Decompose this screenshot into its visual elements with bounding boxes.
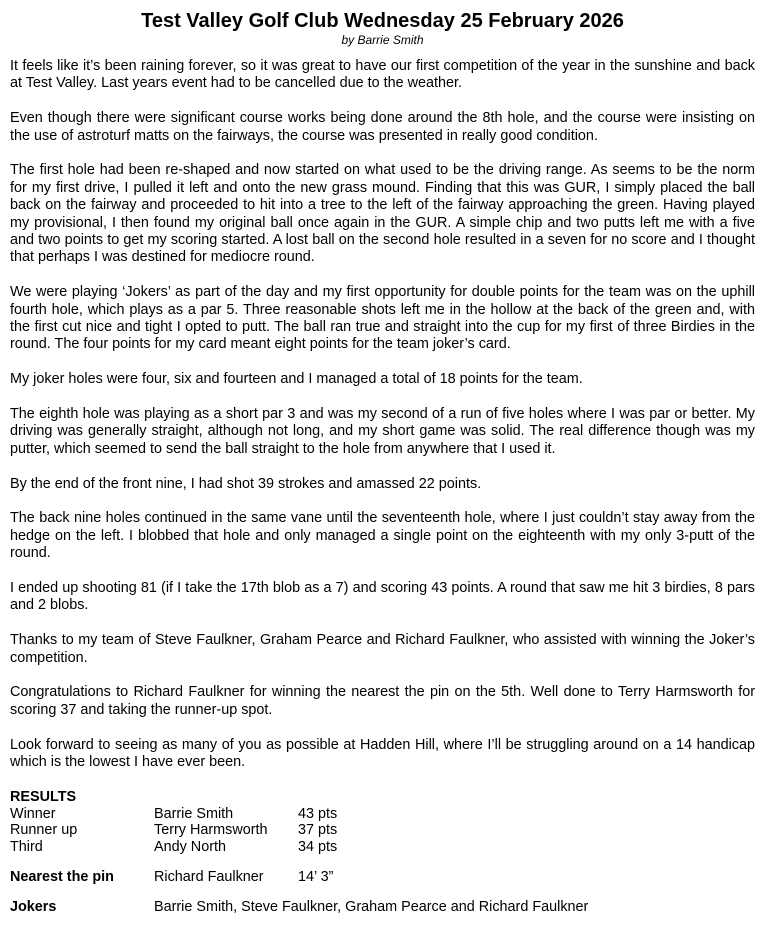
paragraph: Look forward to seeing as many of you as possible at Hadden Hill, where I’ll be struggling around on a 14 handicap which is the lowest I have ever been. xyxy=(10,736,755,771)
nearest-pin-label: Nearest the pin xyxy=(10,869,114,886)
paragraph: By the end of the front nine, I had shot 39 strokes and amassed 22 points. xyxy=(10,475,482,492)
nearest-pin-name: Richard Faulkner xyxy=(154,869,264,886)
paragraph: The eighth hole was playing as a short par 3 and was my second of a run of five holes where I was par or better. My driving was generally straight, although not long, and my short game was solid. The real difference though was my putter, which seemed to send the ball straight to the hole from anywhere that I used it. xyxy=(10,406,755,457)
paragraph: I ended up shooting 81 (if I take the 17th blob as a 7) and scoring 43 points. A round that saw me hit 3 birdies, 8 pars and 2 blobs. xyxy=(10,580,755,614)
nearest-pin-distance: 14’ 3” xyxy=(298,869,334,886)
article xyxy=(10,9,755,916)
paragraph: Even though there were significant course works being done around the 8th hole, and the course were insisting on the use of astroturf matts on the fairways, the course was presented in really good condition. xyxy=(10,110,755,144)
jokers-row xyxy=(10,899,755,916)
result-score: 34 pts xyxy=(298,839,338,856)
nearest-pin-row xyxy=(10,869,755,886)
result-place: Runner up xyxy=(10,822,78,839)
paragraph: The first hole had been re-shaped and now started on what used to be the driving range. As seems to be the norm for my first drive, I pulled it left and onto the new grass mound. Finding that this was GUR, I simply placed the ball back on the fairway and proceeded to hit into a tree to the left of the fairway approaching the green. Having played my provisional, I then found my original ball once again in the GUR. A simple chip and two putts left me with a five and two points to get my scoring started. A lost ball on the second hole resulted in a seven for no score and I thought that perhaps I was destined for mediocre round. xyxy=(10,162,755,266)
result-row-winner xyxy=(10,806,755,823)
result-row-third xyxy=(10,839,755,856)
results-heading: RESULTS xyxy=(10,788,77,805)
page-title: Test Valley Golf Club Wednesday 25 February 2026 xyxy=(141,10,624,32)
result-place: Third xyxy=(10,839,43,856)
paragraph: Congratulations to Richard Faulkner for winning the nearest the pin on the 5th. Well done to Terry Harmsworth for scoring 37 and taking the runner-up spot. xyxy=(10,684,755,718)
result-place: Winner xyxy=(10,805,56,822)
jokers-names: Barrie Smith, Steve Faulkner, Graham Pearce and Richard Faulkner xyxy=(154,898,589,915)
result-name: Terry Harmsworth xyxy=(154,822,268,839)
result-name: Barrie Smith xyxy=(154,805,234,822)
result-score: 37 pts xyxy=(298,822,338,839)
paragraph: It feels like it’s been raining forever, so it was great to have our first competition of the year in the sunshine and back at Test Valley. Last years event had to be cancelled due to the weather. xyxy=(10,58,755,92)
result-row-runner-up xyxy=(10,822,755,839)
paragraph: Thanks to my team of Steve Faulkner, Graham Pearce and Richard Faulkner, who assisted with winning the Joker’s competition. xyxy=(10,632,755,666)
paragraph: My joker holes were four, six and fourteen and I managed a total of 18 points for the team. xyxy=(10,371,583,388)
result-score: 43 pts xyxy=(298,805,338,822)
byline: by Barrie Smith xyxy=(341,33,424,47)
results-section xyxy=(10,789,755,916)
jokers-label: Jokers xyxy=(10,898,57,915)
paragraph: We were playing ‘Jokers’ as part of the day and my first opportunity for double points for the team was on the uphill fourth hole, which plays as a par 5. Three reasonable shots left me in the hollow at the back of the green and, with the first cut nice and tight I opted to putt. The ball ran true and straight into the cup for my first of three Birdies in the round. The four points for my card meant eight points for the team joker’s card. xyxy=(10,284,755,353)
result-name: Andy North xyxy=(154,839,226,856)
paragraph: The back nine holes continued in the same vane until the seventeenth hole, where I just couldn’t stay away from the hedge on the left. I blobbed that hole and only managed a single point on the eighteenth with my only 3-putt of the round. xyxy=(10,510,755,562)
